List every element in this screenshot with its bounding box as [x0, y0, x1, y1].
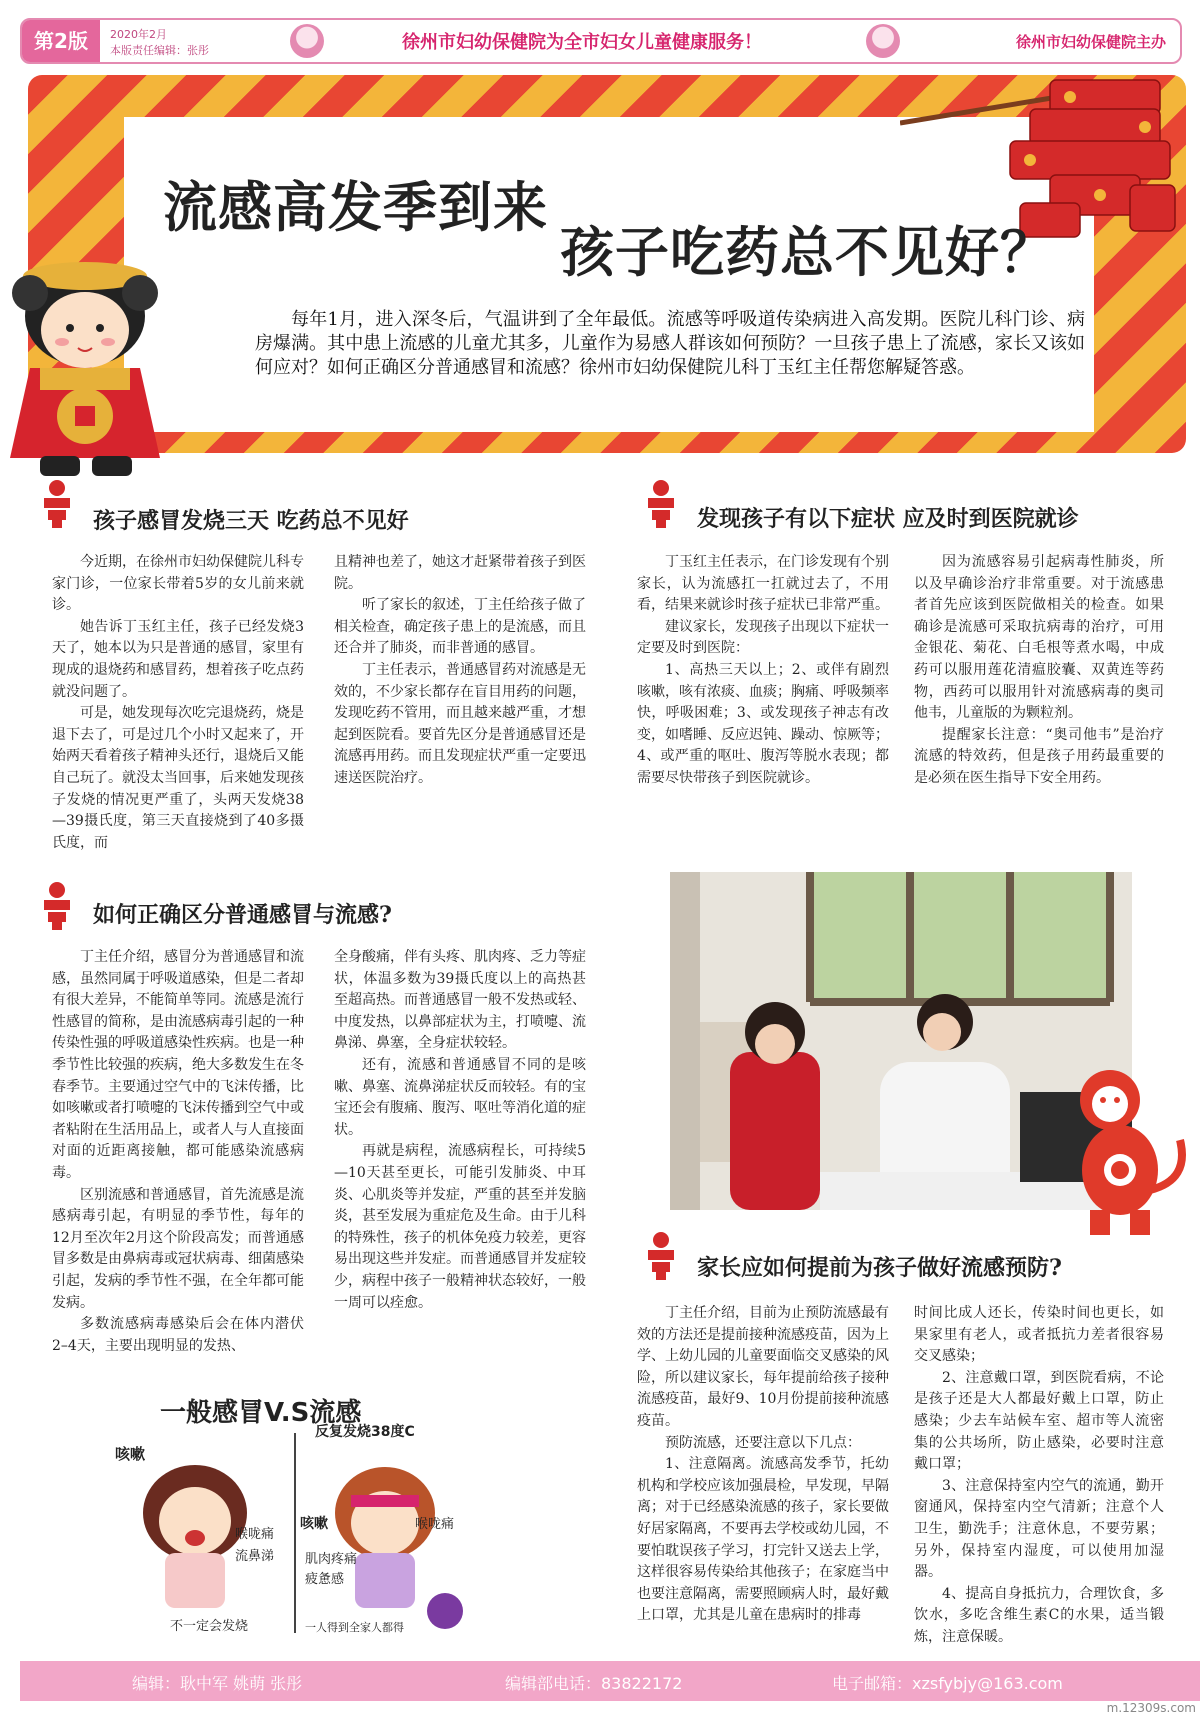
- section-heading-fever: 孩子感冒发烧三天 吃药总不见好: [93, 508, 409, 534]
- page-footer: [20, 1661, 1200, 1701]
- paragraph: 丁主任介绍，目前为止预防流感最有效的方法还是提前接种流感疫苗，因为上学、上幼儿园的儿童要面临交叉感染的风险，所以建议家长，每年提前给孩子接种流感疫苗，最好9、10月份提前接种流感疫苗。: [637, 1305, 889, 1429]
- cartoon-label: 不一定会发烧: [170, 1619, 249, 1634]
- paragraph: 预防流感，还要注意以下几点：: [665, 1434, 861, 1451]
- cartoon-label: 咳嗽: [115, 1445, 146, 1463]
- cartoon-label: 反复发烧38度C: [315, 1424, 415, 1440]
- paragraph: 时间比成人还长，传染时间也更长，如果家里有老人，或者抵抗力差者很容易交叉感染；: [914, 1305, 1164, 1365]
- cartoon-label: 肌肉疼痛: [305, 1552, 358, 1567]
- cartoon-drawing: [115, 1433, 475, 1643]
- paragraph: 丁玉红主任表示，在门诊发现有个别家长，认为流感扛一扛就过去了，不用看，结果来就诊时孩子症状已非常严重。: [637, 554, 889, 614]
- girl-icon: [866, 24, 900, 58]
- header-slogan: 徐州市妇幼保健院为全市妇女儿童健康服务！: [402, 32, 762, 53]
- cartoon-label: 一人得到全家人都得: [305, 1621, 404, 1634]
- paper-cut-monkey-icon: [1040, 1060, 1196, 1240]
- paragraph: 因为流感容易引起病毒性肺炎，所以及早确诊治疗非常重要。对于流感患者首先应该到医院做相关的检查。如果确诊是流感可采取抗病毒的治疗，可用金银花、菊花、白毛根等煮水喝，中成药可以服用莲花清瘟胶囊、双黄连等药物，西药可以服用针对流感病毒的奥司他韦，儿童版的为颗粒剂。: [914, 554, 1164, 722]
- section-heading-prevention: 家长应如何提前为孩子做好流感预防?: [697, 1255, 1062, 1281]
- firecracker-bullet-icon: [640, 478, 682, 530]
- watermark: m.12309s.com: [1106, 1701, 1196, 1715]
- cartoon-label: 流鼻涕: [235, 1549, 275, 1564]
- paragraph: 1、高热三天以上；2、或伴有剧烈咳嗽，咳有浓痰、血痰；胸痛、呼吸频率快，呼吸困难；3、或发现孩子神志有改变，如嗜睡、反应迟钝、躁动、惊厥等；4、或严重的呕吐、腹泻等脱水表现；都需要尽快带孩子到医院就诊。: [637, 661, 889, 786]
- footer-email: 电子邮箱：xzsfybjy@163.com: [832, 1674, 1063, 1693]
- header-sponsor: 徐州市妇幼保健院主办: [1015, 33, 1166, 51]
- paragraph: 建议家长，发现孩子出现以下症状一定要及时到医院：: [637, 618, 889, 657]
- paragraph: 今近期，在徐州市妇幼保健院儿科专家门诊，一位家长带着5岁的女儿前来就诊。: [52, 554, 304, 614]
- section-fever-col-1: [52, 552, 304, 854]
- section-heading-symptoms: 发现孩子有以下症状 应及时到医院就诊: [697, 506, 1079, 532]
- paragraph: 多数流感病毒感染后会在体内潜伏2–4天，主要出现明显的发热、: [52, 1316, 304, 1354]
- cartoon-label: 喉咙痛: [415, 1517, 455, 1532]
- firecracker-bullet-icon: [640, 1230, 682, 1282]
- girl-mascot-illustration: [0, 258, 170, 488]
- section-prevention-col-2: [914, 1303, 1164, 1649]
- cartoon-label: 咳嗽: [300, 1516, 328, 1532]
- intro-paragraph: 每年1月，进入深冬后，气温讲到了全年最低。流感等呼吸道传染病进入高发期。医院儿科门诊、病房爆满。其中患上流感的儿童尤其多，儿童作为易感人群该如何预防？一旦孩子患上了流感，家长又该如何应对？如何正确区分普通感冒和流感？徐州市妇幼保健院儿科丁玉红主任帮您解疑答惑。: [255, 309, 1085, 378]
- paragraph: 听了家长的叙述，丁主任给孩子做了相关检查，确定孩子患上的是流感，而且还合并了肺炎，而非普通的感冒。: [334, 597, 586, 657]
- paragraph: 4、提高自身抵抗力，合理饮食，多饮水，多吃含维生素C的水果，适当锻炼，注意保暖。: [914, 1585, 1164, 1645]
- responsible-editor: 本版责任编辑：张彤: [110, 44, 209, 57]
- section-fever-col-2: [334, 552, 586, 790]
- section-prevention-col-1: [637, 1303, 889, 1627]
- paragraph: 2、注意戴口罩，到医院看病，不论是孩子还是大人都最好戴上口罩，防止感染；少去车站候车室、超市等人流密集的公共场所，防止感染，必要时注意戴口罩；: [914, 1369, 1164, 1473]
- paragraph: 丁主任介绍，感冒分为普通感冒和流感，虽然同属于呼吸道感染，但是二者却有很大差异，不能简单等同。流感是流行性感冒的简称，是由流感病毒引起的一种传染性强的呼吸道感染性疾病。也是一种季节性比较强的疾病，绝大多数发生在冬春季节。主要通过空气中的飞沫传播，比如咳嗽或者打喷嚏的飞沫传播到空气中或者粘附在生活用品上，或者人与人直接面对面的近距离接触，都可能感染流感病毒。: [52, 949, 304, 1181]
- cold-vs-flu-cartoon: [115, 1393, 475, 1643]
- paragraph: 1、注意隔离。流感高发季节，托幼机构和学校应该加强晨检，早发现，早隔离；对于已经感染流感的孩子，家长要做好居家隔离，不要再去学校或幼儿园，不要怕耽误孩子学习，打完针又送去上学，这样很容易传染给其他孩子；在家庭当中也要注意隔离，需要照顾病人时，最好戴上口罩，尤其是儿童在患病时的排毒: [637, 1456, 889, 1624]
- paragraph: 3、注意保持室内空气的流通，勤开窗通风，保持室内空气清新；注意个人卫生，勤洗手；注意休息，不要劳累；另外，保持室内湿度，可以使用加湿器。: [914, 1477, 1164, 1581]
- cartoon-label: 喉咙痛: [235, 1527, 275, 1542]
- paragraph: 还有，流感和普通感冒不同的是咳嗽、鼻塞、流鼻涕症状反而较轻。有的宝宝还会有腹痛、腹泻、呕吐等消化道的症状。: [334, 1056, 586, 1138]
- cartoon-label: 疲惫感: [305, 1572, 345, 1587]
- section-symptoms-col-1: [637, 552, 889, 790]
- paragraph: 再就是病程，流感病程长，可持续5—10天甚至更长，可能引发肺炎、中耳炎、心肌炎等并发症，严重的甚至并发脑炎，甚至发展为重症危及生命。由于儿科的特殊性，孩子的机体免疫力较差，更容易出现这些并发症。而普通感冒并发症较少，病程中孩子一般精神状态较好，一般一周可以痊愈。: [334, 1143, 586, 1311]
- title-line-2: 孩子吃药总不见好？: [560, 220, 1055, 284]
- paragraph: 丁主任表示，普通感冒药对流感是无效的，不少家长都存在盲目用药的问题，发现吃药不管用，而且越来越严重，才想起到医院看。要首先区分是普通感冒还是流感再用药。而且发现症状严重一定要迅速送医院治疗。: [334, 661, 586, 786]
- page-header: [20, 18, 1182, 64]
- paragraph: 可是，她发现每次吃完退烧药，烧是退下去了，可是过几个小时又起来了，开始两天看着孩子精神头还行，退烧后又能自己玩了。就没太当回事，后来她发现孩子发烧的情况更严重了，头两天发烧38—39摄氏度，第三天直接烧到了40多摄氏度，而: [52, 705, 304, 851]
- paragraph: 提醒家长注意：“奥司他韦”是治疗流感的特效药，但是孩子用药最重要的是必须在医生指导下安全用药。: [914, 726, 1164, 786]
- paragraph: 区别流感和普通感冒，首先流感是流感病毒引起，有明显的季节性，每年的12月至次年2月这个阶段高发；而普通感冒多数是由鼻病毒或冠状病毒、细菌感染引起，发病的季节性不强，在全年都可能发病。: [52, 1186, 304, 1311]
- issue-date: 2020年2月: [110, 28, 167, 41]
- page-number: 第2版: [22, 20, 100, 62]
- section-difference-col-1: [52, 947, 304, 1357]
- section-difference-col-2: [334, 947, 586, 1314]
- section-heading-difference: 如何正确区分普通感冒与流感?: [93, 902, 392, 928]
- paragraph: 全身酸痛，伴有头疼、肌肉疼、乏力等症状，体温多数为39摄氏度以上的高热甚至超高热。而普通感冒一般不发热或轻、中度发热，以鼻部症状为主，打喷嚏、流鼻涕、鼻塞，全身症状较轻。: [334, 949, 586, 1052]
- paragraph: 且精神也差了，她这才赶紧带着孩子到医院。: [334, 554, 586, 592]
- firecracker-bullet-icon: [36, 478, 78, 530]
- title-line-1: 流感高发季到来: [163, 175, 548, 239]
- footer-phone: 编辑部电话：83822172: [505, 1674, 683, 1693]
- cartoon-title: 一般感冒V.S流感: [160, 1398, 362, 1428]
- firecracker-bullet-icon: [36, 880, 78, 932]
- footer-editors: 编辑：耿中军 姚萌 张彤: [132, 1674, 303, 1693]
- section-symptoms-col-2: [914, 552, 1164, 790]
- paragraph: 她告诉丁玉红主任，孩子已经发烧3天了，她本以为只是普通的感冒，家里有现成的退烧药和感冒药，想着孩子吃点药就没问题了。: [52, 618, 304, 700]
